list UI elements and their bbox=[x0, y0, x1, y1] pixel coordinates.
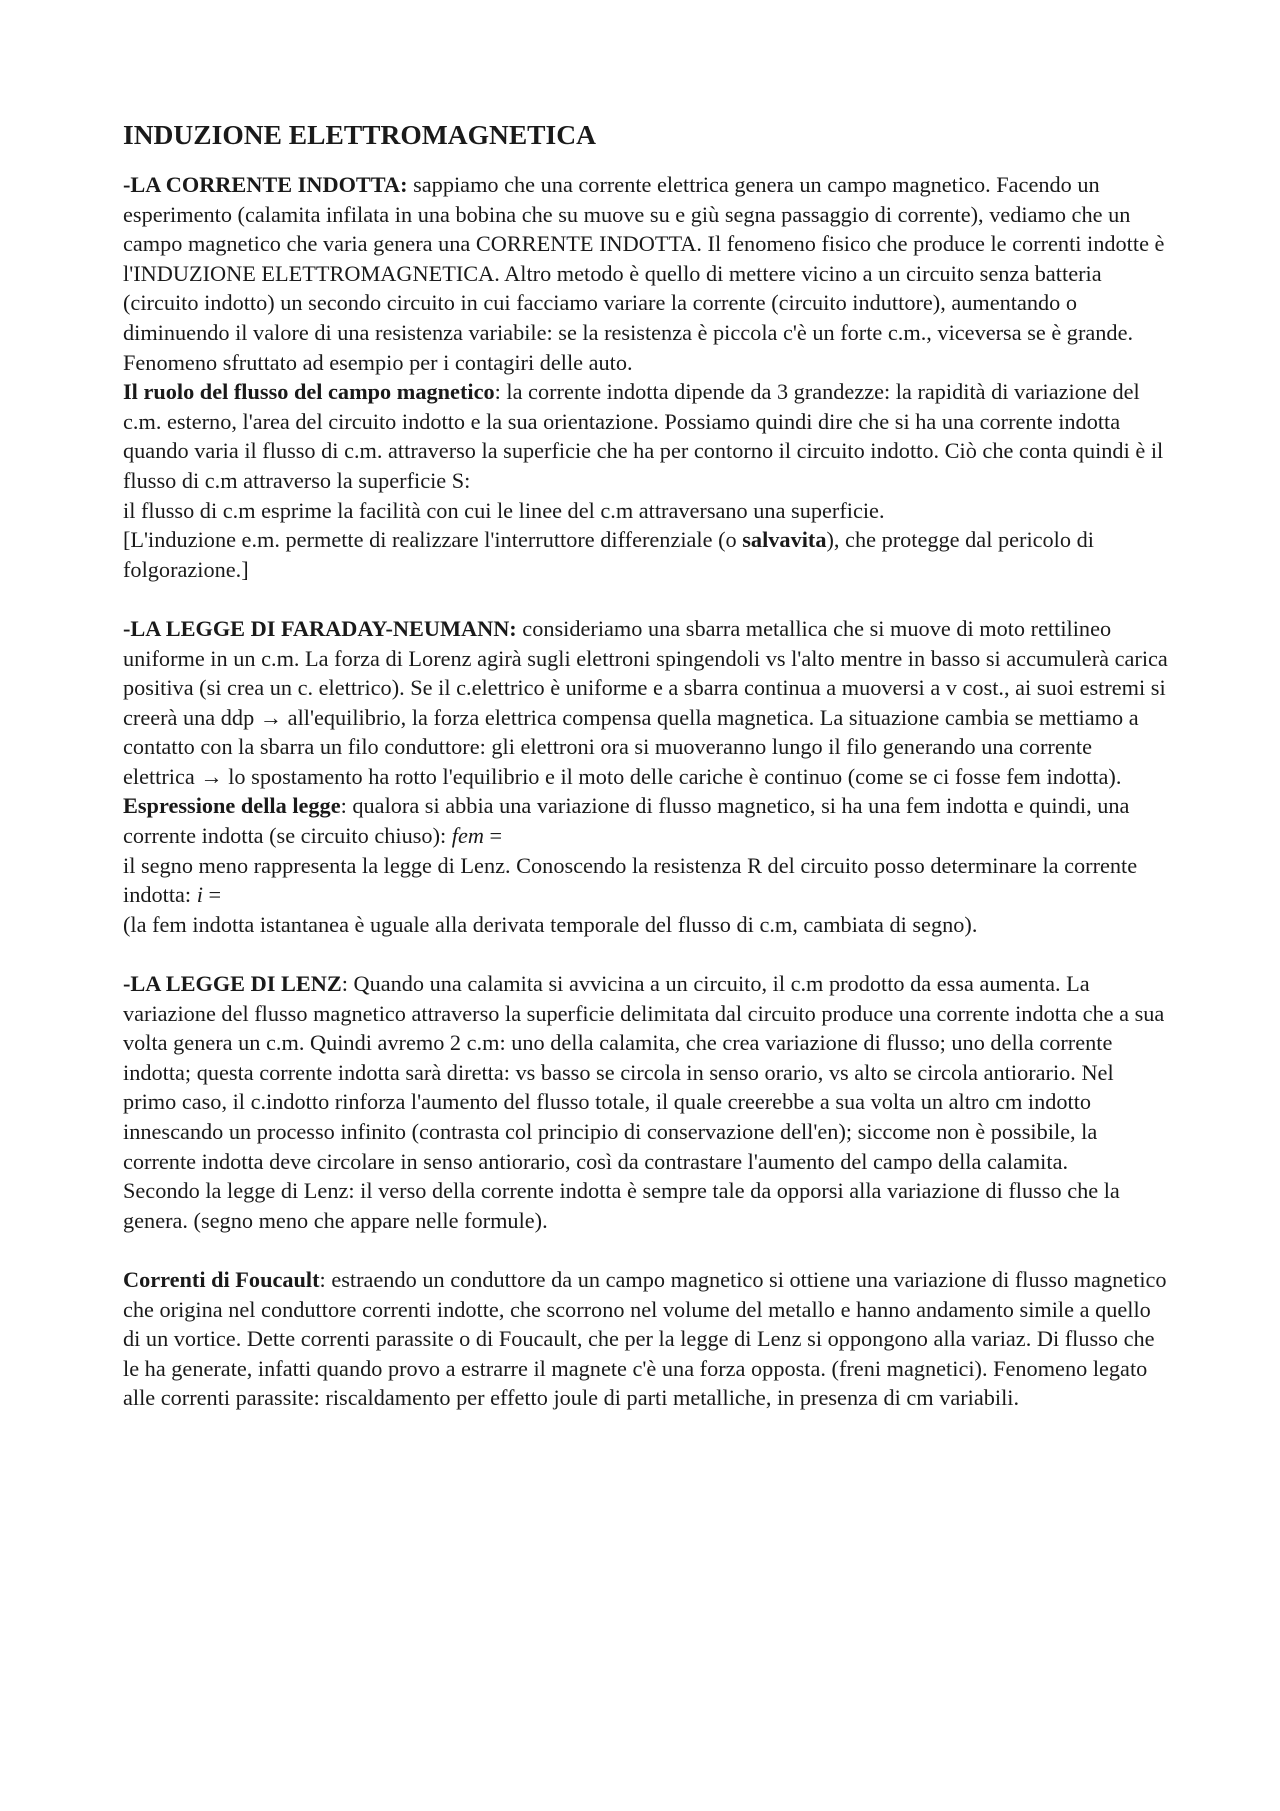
document-title: INDUZIONE ELETTROMAGNETICA bbox=[123, 119, 596, 150]
paragraph-gap bbox=[123, 584, 1168, 614]
paragraph-heading: Espressione della legge bbox=[123, 793, 341, 819]
section-faraday-neumann bbox=[123, 614, 1168, 792]
paragraph-text: consideriamo una sbarra metallica che si muove di moto rettilineo uniforme in un c.m. La forza di Lorenz agirà sugli elettroni spingendoli vs l'alto mentre in basso si accumulerà carica positiva (si crea un c. elettrico). Se il c.elettrico è uniforme e a sbarra continua a muoversi a v cost., ai suoi estremi si creerà una ddp → all'equilibrio, la forza elettrica compensa quella magnetica. La situazione cambia se mettiamo a contatto con la sbarra un filo conduttore: gli elettroni ora si muoveranno lungo il filo generando una corrente elettrica → lo spostamento ha rotto l'equilibrio e il moto delle cariche è continuo (come se ci fosse fem indotta). bbox=[123, 615, 1168, 789]
paragraph-text: : Quando una calamita si avvicina a un circuito, il c.m prodotto da essa aumenta. La variazione del flusso magnetico attraverso la superficie delimitata dal circuito produce una corrente indotta che a sua volta genera un c.m. Quindi avremo 2 c.m: uno della calamita, che crea variazione di flusso; uno della corrente indotta; questa corrente indotta sarà diretta: vs basso se circola in senso orario, vs alto se circola antiorario. Nel primo caso, il c.indotto rinforza l'aumento del flusso totale, il quale creerebbe a sua volta un altro cm indotto innescando un processo infinito (contrasta col principio di conservazione dell'en); siccome non è possibile, la corrente indotta deve circolare in senso antiorario, così da contrastare l'aumento del campo della calamita. bbox=[123, 971, 1165, 1174]
paragraph-text: : estraendo un conduttore da un campo magnetico si ottiene una variazione di flusso magnetico che origina nel conduttore correnti indotte, che scorrono nel volume del metallo e hanno andamento simile a quello di un vortice. Dette correnti parassite o di Foucault, che per la legge di Lenz si oppongono alla variaz. Di flusso che le ha generate, infatti quando provo a estrarre il magnete c'è una forza opposta. (freni magnetici). Fenomeno legato alle correnti parassite: riscaldamento per effetto joule di parti metalliche, in presenza di cm variabili. bbox=[123, 1266, 1167, 1411]
section-legge-lenz bbox=[123, 969, 1168, 1176]
paragraph-gap bbox=[123, 1235, 1168, 1265]
equals-sign: = bbox=[202, 882, 222, 908]
paragraph-flusso-definizione: il flusso di c.m esprime la facilità con cui le linee del c.m attraversano una superficie. bbox=[123, 497, 885, 523]
fem-symbol: fem bbox=[451, 823, 484, 849]
section-correnti-foucault bbox=[123, 1265, 1168, 1413]
bold-term: salvavita bbox=[742, 527, 827, 553]
paragraph-text: [L'induzione e.m. permette di realizzare l'interruttore differenziale (o bbox=[123, 527, 743, 553]
section-heading: Correnti di Foucault bbox=[123, 1266, 320, 1292]
paragraph-text: : qualora si abbia una variazione di flusso magnetico, si ha una fem indotta e quindi, una corrente indotta (se circuito chiuso): bbox=[123, 793, 1130, 849]
paragraph-lenz-verso: Secondo la legge di Lenz: il verso della corrente indotta è sempre tale da opporsi alla variazione di flusso che la genera. (segno meno che appare nelle formule). bbox=[123, 1178, 1120, 1233]
paragraph-gap bbox=[123, 939, 1168, 969]
paragraph-fem-istantanea: (la fem indotta istantanea è uguale alla derivata temporale del flusso di c.m, cambiata di segno). bbox=[123, 911, 978, 937]
paragraph-espressione-legge bbox=[123, 791, 1168, 850]
paragraph-heading: Il ruolo del flusso del campo magnetico bbox=[123, 379, 495, 405]
paragraph-text: ), che protegge dal pericolo di folgorazione.] bbox=[123, 527, 1094, 582]
i-symbol: i bbox=[196, 882, 203, 908]
paragraph-text: il segno meno rappresenta la legge di Lenz. Conoscendo la resistenza R del circuito posso determinare la corrente indotta: bbox=[123, 852, 1138, 908]
section-heading: -LA CORRENTE INDOTTA: bbox=[123, 172, 408, 197]
section-heading: -LA LEGGE DI FARADAY-NEUMANN: bbox=[123, 615, 517, 641]
section-corrente-indotta bbox=[123, 170, 1168, 377]
paragraph-ruolo-flusso bbox=[123, 377, 1168, 495]
paragraph-lenz-sign bbox=[123, 851, 1168, 910]
document-page bbox=[123, 118, 1168, 1413]
paragraph-text: sappiamo che una corrente elettrica genera un campo magnetico. Facendo un esperimento (calamita infilata in una bobina che su muove su e giù segna passaggio di corrente), vediamo che un campo magnetico che varia genera una CORRENTE INDOTTA. Il fenomeno fisico che produce le correnti indotte è l'INDUZIONE ELETTROMAGNETICA. Altro metodo è quello di mettere vicino a un circuito senza batteria (circuito indotto) un secondo circuito in cui facciamo variare la corrente (circuito induttore), aumentando o diminuendo il valore di una resistenza variabile: se la resistenza è piccola c'è un forte c.m., viceversa se è grande. Fenomeno sfruttato ad esempio per i contagiri delle auto. bbox=[123, 172, 1165, 375]
equals-sign: = bbox=[483, 823, 503, 849]
paragraph-text: : la corrente indotta dipende da 3 grandezze: la rapidità di variazione del c.m. esterno, l'area del circuito indotto e la sua orientazione. Possiamo quindi dire che si ha una corrente indotta quando varia il flusso di c.m. attraverso la superficie che ha per contorno il circuito indotto. Ciò che conta quindi è il flusso di c.m attraverso la superficie S: bbox=[123, 379, 1164, 493]
section-heading: -LA LEGGE DI LENZ bbox=[123, 971, 342, 997]
paragraph-salvavita-note bbox=[123, 525, 1168, 584]
